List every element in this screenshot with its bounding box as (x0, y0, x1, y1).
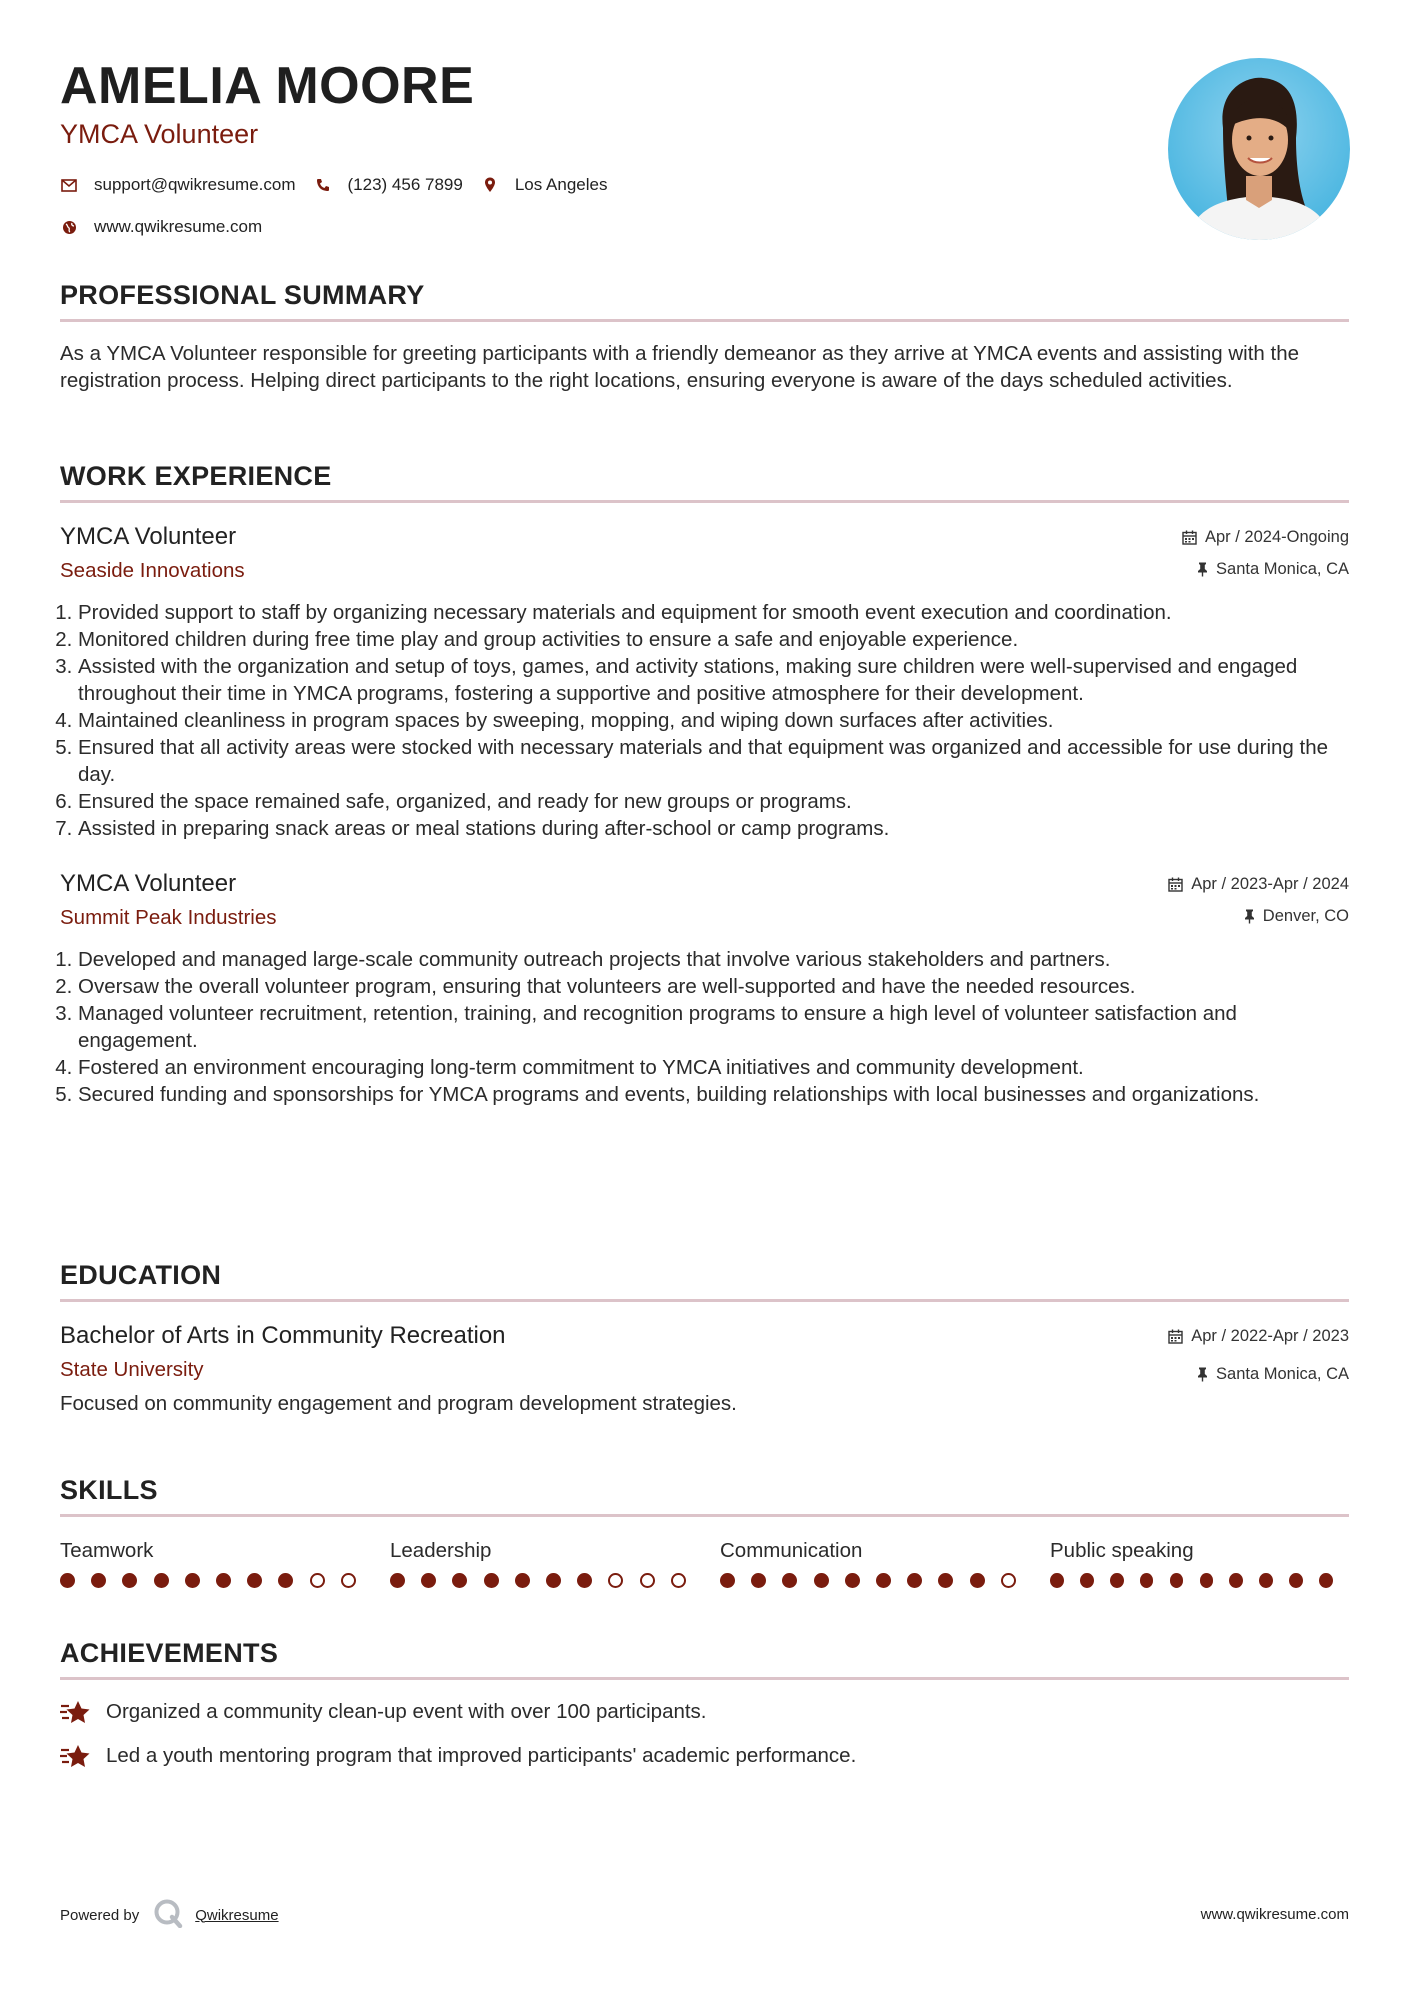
rating-dot-filled (421, 1573, 436, 1588)
rating-dot-filled (845, 1573, 860, 1588)
contact-location (481, 175, 608, 195)
rating-dot-filled (154, 1573, 169, 1588)
education-dates-text: Apr / 2022-Apr / 2023 (1191, 1326, 1349, 1345)
rating-dot-filled (577, 1573, 592, 1588)
rating-dot-filled (1229, 1573, 1243, 1588)
rating-dot-filled (546, 1573, 561, 1588)
job-location (1182, 557, 1349, 581)
achievements-title: ACHIEVEMENTS (60, 1638, 1349, 1680)
skill-item (60, 1537, 390, 1588)
footer-brand (60, 1898, 279, 1932)
rating-dot-filled (1200, 1573, 1214, 1588)
job-entry (60, 868, 1349, 1108)
rating-dot-filled (938, 1573, 953, 1588)
experience-title: WORK EXPERIENCE (60, 461, 1349, 503)
bullet-item: 5. Secured funding and sponsorships for YMCA programs and events, building relationships with local businesses and organizations. (78, 1081, 1349, 1108)
rating-dot-filled (278, 1573, 293, 1588)
rating-dot-filled (751, 1573, 766, 1588)
powered-by-text: Powered by (60, 1906, 140, 1924)
job-entry (60, 521, 1349, 842)
education-location (1168, 1362, 1349, 1386)
bullet-item: 6. Ensured the space remained safe, organized, and ready for new groups or programs. (78, 788, 1349, 815)
skill-rating (60, 1573, 390, 1588)
summary-text: As a YMCA Volunteer responsible for greeting participants with a friendly demeanor as they arrive at YMCA events and assisting with the registration process. Helping direct participants to the right locations, ensuring everyone is aware of the days scheduled activities. (60, 342, 1300, 392)
education-entry (60, 1320, 1349, 1417)
job-title: YMCA Volunteer (60, 870, 237, 897)
rating-dot-filled (185, 1573, 200, 1588)
qwikresume-logo-icon (153, 1898, 183, 1932)
achievement-item (60, 1742, 1349, 1770)
footer-site[interactable]: www.qwikresume.com (1200, 1906, 1349, 1923)
skill-name: Teamwork (60, 1539, 154, 1562)
education-section (60, 1260, 1349, 1417)
rating-dot-filled (247, 1573, 262, 1588)
job-location (1168, 904, 1349, 928)
website-text: www.qwikresume.com (94, 217, 263, 236)
contact-email[interactable] (60, 175, 296, 195)
bullet-item: 1. Developed and managed large-scale community outreach projects that involve various stakeholders and partners. (78, 946, 1349, 973)
job-title: YMCA Volunteer (60, 523, 237, 550)
achievement-item (60, 1698, 1349, 1726)
rating-dot-filled (1080, 1573, 1094, 1588)
bullet-item: 4. Maintained cleanliness in program spaces by sweeping, mopping, and wiping down surfaces after activities. (78, 707, 1349, 734)
phone-text: (123) 456 7899 (347, 175, 463, 194)
skill-item (390, 1537, 720, 1588)
rating-dot-filled (1259, 1573, 1273, 1588)
experience-section (60, 461, 1349, 1108)
education-meta (1168, 1320, 1349, 1386)
summary-title: PROFESSIONAL SUMMARY (60, 280, 1349, 322)
mail-icon (60, 176, 78, 194)
job-dates (1182, 525, 1349, 549)
rating-dot-filled (1110, 1573, 1124, 1588)
education-location-text: Santa Monica, CA (1216, 1364, 1349, 1383)
rating-dot-empty (608, 1573, 623, 1588)
calendar-icon (1182, 530, 1197, 545)
rating-dot-filled (1289, 1573, 1303, 1588)
pushpin-icon (1197, 562, 1208, 577)
rating-dot-filled (814, 1573, 829, 1588)
rating-dot-filled (907, 1573, 922, 1588)
rating-dot-filled (216, 1573, 231, 1588)
skill-rating (720, 1573, 1050, 1588)
contact-block (60, 172, 625, 256)
rating-dot-filled (1140, 1573, 1154, 1588)
contact-row-1 (60, 172, 625, 198)
bullet-item: 3. Managed volunteer recruitment, retention, training, and recognition programs to ensure a high level of volunteer satisfaction and engagement. (78, 1000, 1349, 1054)
candidate-name: AMELIA MOORE (60, 57, 475, 115)
rating-dot-empty (341, 1573, 356, 1588)
skill-rating (1050, 1573, 1349, 1588)
skills-section (60, 1475, 1349, 1588)
job-dates-text: Apr / 2024-Ongoing (1204, 527, 1349, 546)
job-company: Seaside Innovations (60, 559, 245, 582)
school-name: State University (60, 1358, 204, 1381)
education-dates (1168, 1324, 1349, 1348)
contact-row-2 (60, 214, 625, 240)
bullet-item: 5. Ensured that all activity areas were stocked with necessary materials and that equipment was organized and accessible for use during the day. (78, 734, 1349, 788)
rating-dot-filled (452, 1573, 467, 1588)
calendar-icon (1168, 877, 1183, 892)
profile-photo (1168, 58, 1350, 240)
bullet-item: 2. Oversaw the overall volunteer program, ensuring that volunteers are well-supported and have the needed resources. (78, 973, 1349, 1000)
skills-title: SKILLS (60, 1475, 1349, 1517)
skill-item (720, 1537, 1050, 1588)
rating-dot-filled (484, 1573, 499, 1588)
skills-list (60, 1537, 1349, 1588)
job-meta (1182, 521, 1349, 581)
rating-dot-filled (91, 1573, 106, 1588)
candidate-role: YMCA Volunteer (60, 119, 259, 149)
email-text: support@qwikresume.com (94, 175, 296, 194)
bullet-item: 4. Fostered an environment encouraging long-term commitment to YMCA initiatives and community development. (78, 1054, 1349, 1081)
skill-name: Leadership (390, 1539, 492, 1562)
bullet-item: 1. Provided support to staff by organizing necessary materials and equipment for smooth event execution and coordination. (78, 599, 1349, 626)
job-dates (1168, 872, 1349, 896)
job-meta (1168, 868, 1349, 928)
star-award-icon (60, 1698, 94, 1726)
map-pin-icon (481, 176, 499, 194)
rating-dot-empty (671, 1573, 686, 1588)
achievement-text: Led a youth mentoring program that improved participants' academic performance. (106, 1744, 857, 1767)
job-location-text: Denver, CO (1262, 906, 1349, 925)
pushpin-icon (1197, 1367, 1208, 1382)
job-location-text: Santa Monica, CA (1216, 559, 1349, 578)
rating-dot-filled (1319, 1573, 1333, 1588)
rating-dot-empty (1001, 1573, 1016, 1588)
rating-dot-empty (310, 1573, 325, 1588)
location-text: Los Angeles (514, 175, 608, 194)
rating-dot-filled (970, 1573, 985, 1588)
job-dates-text: Apr / 2023-Apr / 2024 (1191, 874, 1349, 893)
skill-name: Public speaking (1050, 1539, 1194, 1562)
qwikresume-link[interactable]: Qwikresume (195, 1906, 279, 1924)
job-bullets (60, 946, 1349, 1108)
rating-dot-filled (720, 1573, 735, 1588)
rating-dot-filled (515, 1573, 530, 1588)
contact-website[interactable] (60, 217, 262, 237)
phone-icon (314, 176, 332, 194)
bullet-item: 7. Assisted in preparing snack areas or meal stations during after-school or camp programs. (78, 815, 1349, 842)
rating-dot-filled (1050, 1573, 1064, 1588)
rating-dot-filled (876, 1573, 891, 1588)
contact-phone[interactable] (314, 175, 463, 195)
skill-rating (390, 1573, 720, 1588)
degree-title: Bachelor of Arts in Community Recreation (60, 1322, 506, 1349)
skill-item (1050, 1537, 1349, 1588)
bullet-item: 2. Monitored children during free time play and group activities to ensure a safe and enjoyable experience. (78, 626, 1349, 653)
pushpin-icon (1244, 909, 1255, 924)
achievements-section (60, 1638, 1349, 1770)
education-description: Focused on community engagement and program development strategies. (60, 1392, 737, 1415)
job-bullets (60, 599, 1349, 842)
rating-dot-filled (390, 1573, 405, 1588)
rating-dot-filled (122, 1573, 137, 1588)
rating-dot-filled (782, 1573, 797, 1588)
education-title: EDUCATION (60, 1260, 1349, 1302)
skill-name: Communication (720, 1539, 863, 1562)
achievement-text: Organized a community clean-up event with over 100 participants. (106, 1700, 707, 1723)
star-award-icon (60, 1742, 94, 1770)
rating-dot-filled (60, 1573, 75, 1588)
job-company: Summit Peak Industries (60, 906, 277, 929)
globe-icon (60, 218, 78, 236)
bullet-item: 3. Assisted with the organization and setup of toys, games, and activity stations, making sure children were well-supervised and engaged throughout their time in YMCA programs, fostering a supportive and positive atmosphere for their development. (78, 653, 1349, 707)
rating-dot-empty (640, 1573, 655, 1588)
summary-section (60, 280, 1349, 394)
rating-dot-filled (1170, 1573, 1184, 1588)
calendar-icon (1168, 1329, 1183, 1344)
